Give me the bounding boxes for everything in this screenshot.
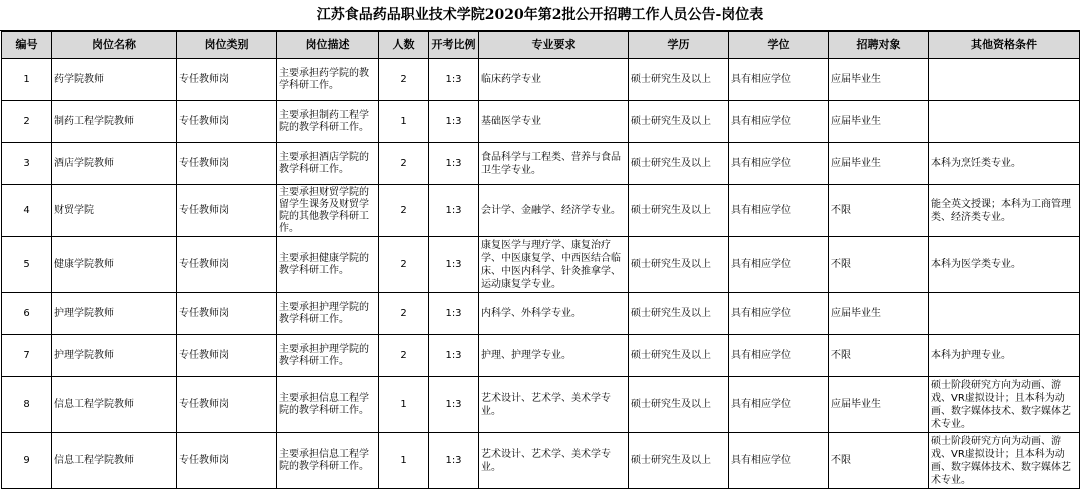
cell-recruitment-target: 应届毕业生 <box>829 59 929 101</box>
header-row <box>2 32 1080 59</box>
cell-education: 硕士研究生及以上 <box>629 59 729 101</box>
cell-education: 硕士研究生及以上 <box>629 433 729 489</box>
cell-exam-ratio: 1:3 <box>429 293 479 335</box>
cell-other-qualifications: 硕士阶段研究方向为动画、游戏、VR虚拟设计；且本科为动画、数字媒体技术、数字媒体艺术专业。 <box>929 377 1080 433</box>
column-header: 开考比例 <box>429 32 479 59</box>
cell-position-category: 专任教师岗 <box>177 237 277 293</box>
cell-education: 硕士研究生及以上 <box>629 101 729 143</box>
cell-recruitment-target: 不限 <box>829 433 929 489</box>
cell-position-name: 健康学院教师 <box>52 237 177 293</box>
cell-number: 5 <box>2 237 52 293</box>
column-header: 岗位名称 <box>52 32 177 59</box>
table-row <box>2 335 1080 377</box>
table-body <box>2 59 1080 489</box>
cell-degree: 具有相应学位 <box>729 185 829 237</box>
table-row <box>2 185 1080 237</box>
cell-position-name: 信息工程学院教师 <box>52 377 177 433</box>
cell-major-requirement: 会计学、金融学、经济学专业。 <box>479 185 629 237</box>
cell-recruitment-target: 应届毕业生 <box>829 377 929 433</box>
cell-other-qualifications: 本科为护理专业。 <box>929 335 1080 377</box>
cell-position-category: 专任教师岗 <box>177 377 277 433</box>
cell-exam-ratio: 1:3 <box>429 377 479 433</box>
cell-position-category: 专任教师岗 <box>177 185 277 237</box>
cell-recruitment-target: 不限 <box>829 185 929 237</box>
cell-other-qualifications <box>929 293 1080 335</box>
cell-exam-ratio: 1:3 <box>429 101 479 143</box>
cell-headcount: 1 <box>379 433 429 489</box>
cell-major-requirement: 艺术设计、艺术学、美术学专业。 <box>479 433 629 489</box>
cell-recruitment-target: 应届毕业生 <box>829 101 929 143</box>
cell-number: 9 <box>2 433 52 489</box>
cell-number: 2 <box>2 101 52 143</box>
cell-major-requirement: 护理、护理学专业。 <box>479 335 629 377</box>
cell-major-requirement: 食品科学与工程类、营养与食品卫生学专业。 <box>479 143 629 185</box>
table-row <box>2 433 1080 489</box>
column-header: 其他资格条件 <box>929 32 1080 59</box>
cell-position-description: 主要承担制药工程学院的教学科研工作。 <box>277 101 379 143</box>
cell-number: 7 <box>2 335 52 377</box>
table-row <box>2 377 1080 433</box>
table-row <box>2 101 1080 143</box>
cell-number: 4 <box>2 185 52 237</box>
cell-education: 硕士研究生及以上 <box>629 143 729 185</box>
cell-position-category: 专任教师岗 <box>177 59 277 101</box>
table-row <box>2 293 1080 335</box>
column-header: 岗位描述 <box>277 32 379 59</box>
cell-number: 6 <box>2 293 52 335</box>
table-row <box>2 143 1080 185</box>
cell-headcount: 2 <box>379 293 429 335</box>
cell-other-qualifications <box>929 59 1080 101</box>
cell-position-name: 护理学院教师 <box>52 293 177 335</box>
cell-major-requirement: 基础医学专业 <box>479 101 629 143</box>
column-header: 岗位类别 <box>177 32 277 59</box>
cell-education: 硕士研究生及以上 <box>629 237 729 293</box>
cell-recruitment-target: 不限 <box>829 237 929 293</box>
cell-headcount: 1 <box>379 101 429 143</box>
cell-position-description: 主要承担财贸学院的留学生课务及财贸学院的其他教学科研工作。 <box>277 185 379 237</box>
cell-position-description: 主要承担信息工程学院的教学科研工作。 <box>277 433 379 489</box>
cell-recruitment-target: 不限 <box>829 335 929 377</box>
cell-education: 硕士研究生及以上 <box>629 377 729 433</box>
cell-other-qualifications <box>929 101 1080 143</box>
cell-other-qualifications: 硕士阶段研究方向为动画、游戏、VR虚拟设计；且本科为动画、数字媒体技术、数字媒体艺术专业。 <box>929 433 1080 489</box>
cell-number: 1 <box>2 59 52 101</box>
cell-exam-ratio: 1:3 <box>429 237 479 293</box>
cell-position-name: 酒店学院教师 <box>52 143 177 185</box>
table-row <box>2 237 1080 293</box>
column-header: 编号 <box>2 32 52 59</box>
cell-other-qualifications: 本科为烹饪类专业。 <box>929 143 1080 185</box>
cell-recruitment-target: 应届毕业生 <box>829 143 929 185</box>
cell-degree: 具有相应学位 <box>729 237 829 293</box>
cell-position-category: 专任教师岗 <box>177 335 277 377</box>
cell-position-description: 主要承担信息工程学院的教学科研工作。 <box>277 377 379 433</box>
cell-recruitment-target: 应届毕业生 <box>829 293 929 335</box>
cell-major-requirement: 康复医学与理疗学、康复治疗学、中医康复学、中西医结合临床、中医内科学、针灸推拿学、运动康复学专业。 <box>479 237 629 293</box>
cell-position-description: 主要承担药学院的教学科研工作。 <box>277 59 379 101</box>
cell-exam-ratio: 1:3 <box>429 433 479 489</box>
cell-number: 3 <box>2 143 52 185</box>
cell-degree: 具有相应学位 <box>729 433 829 489</box>
column-header: 学历 <box>629 32 729 59</box>
cell-headcount: 2 <box>379 59 429 101</box>
cell-other-qualifications: 能全英文授课；本科为工商管理类、经济类专业。 <box>929 185 1080 237</box>
cell-education: 硕士研究生及以上 <box>629 293 729 335</box>
cell-degree: 具有相应学位 <box>729 143 829 185</box>
column-header: 专业要求 <box>479 32 629 59</box>
cell-exam-ratio: 1:3 <box>429 143 479 185</box>
cell-major-requirement: 内科学、外科学专业。 <box>479 293 629 335</box>
cell-position-description: 主要承担酒店学院的教学科研工作。 <box>277 143 379 185</box>
cell-degree: 具有相应学位 <box>729 293 829 335</box>
cell-headcount: 2 <box>379 335 429 377</box>
cell-degree: 具有相应学位 <box>729 335 829 377</box>
cell-degree: 具有相应学位 <box>729 59 829 101</box>
cell-major-requirement: 临床药学专业 <box>479 59 629 101</box>
cell-position-name: 药学院教师 <box>52 59 177 101</box>
cell-position-name: 信息工程学院教师 <box>52 433 177 489</box>
cell-exam-ratio: 1:3 <box>429 185 479 237</box>
page-title: 江苏食品药品职业技术学院2020年第2批公开招聘工作人员公告-岗位表 <box>0 0 1080 31</box>
cell-position-description: 主要承担护理学院的教学科研工作。 <box>277 335 379 377</box>
column-header: 招聘对象 <box>829 32 929 59</box>
position-table <box>1 31 1080 489</box>
cell-position-category: 专任教师岗 <box>177 101 277 143</box>
cell-position-description: 主要承担护理学院的教学科研工作。 <box>277 293 379 335</box>
cell-position-name: 财贸学院 <box>52 185 177 237</box>
cell-degree: 具有相应学位 <box>729 101 829 143</box>
cell-exam-ratio: 1:3 <box>429 335 479 377</box>
cell-position-category: 专任教师岗 <box>177 293 277 335</box>
cell-headcount: 2 <box>379 237 429 293</box>
cell-other-qualifications: 本科为医学类专业。 <box>929 237 1080 293</box>
table-row <box>2 59 1080 101</box>
cell-education: 硕士研究生及以上 <box>629 335 729 377</box>
cell-position-description: 主要承担健康学院的教学科研工作。 <box>277 237 379 293</box>
cell-major-requirement: 艺术设计、艺术学、美术学专业。 <box>479 377 629 433</box>
column-header: 人数 <box>379 32 429 59</box>
cell-headcount: 1 <box>379 377 429 433</box>
cell-exam-ratio: 1:3 <box>429 59 479 101</box>
cell-position-category: 专任教师岗 <box>177 143 277 185</box>
column-header: 学位 <box>729 32 829 59</box>
cell-position-name: 制药工程学院教师 <box>52 101 177 143</box>
cell-number: 8 <box>2 377 52 433</box>
cell-position-name: 护理学院教师 <box>52 335 177 377</box>
cell-headcount: 2 <box>379 143 429 185</box>
cell-degree: 具有相应学位 <box>729 377 829 433</box>
cell-education: 硕士研究生及以上 <box>629 185 729 237</box>
cell-position-category: 专任教师岗 <box>177 433 277 489</box>
cell-headcount: 2 <box>379 185 429 237</box>
